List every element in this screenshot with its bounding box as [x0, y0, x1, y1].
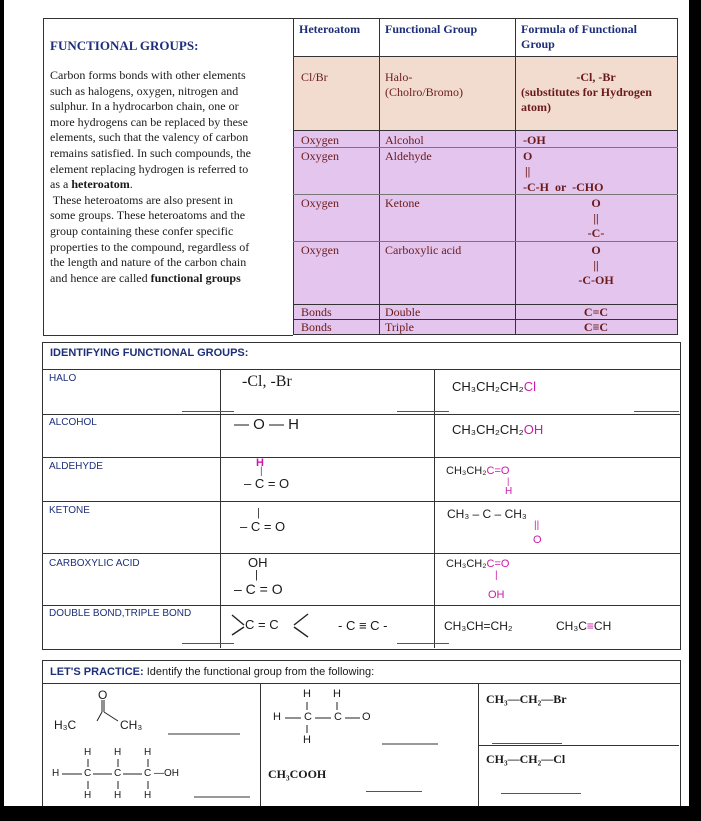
alcohol-heteroatom: Oxygen	[301, 133, 339, 147]
carboxylic-formula-o: O	[591, 243, 601, 257]
alcohol-group: Alcohol	[385, 133, 424, 147]
triple-bond-formula: C≡C	[583, 320, 609, 334]
q2-c1: C	[304, 711, 312, 723]
aldehyde-identify-formula: – C = O	[244, 476, 290, 491]
q4-h-bot2: H	[114, 790, 122, 801]
aldehyde-label: ALDEHYDE	[49, 461, 103, 472]
q4-h-top1: H	[84, 747, 92, 758]
q4-h-bot3: H	[144, 790, 152, 801]
practice-q5: CH₃COOH	[268, 767, 327, 781]
halo-label: HALO	[49, 373, 77, 384]
triple-bond-example: CH₃C≡CH	[556, 619, 612, 633]
ketone-example: CH₃ – C – CH₃	[447, 507, 527, 521]
q1-left: H₃C	[54, 718, 77, 732]
carboxylic-label: CARBOXYLIC ACID	[49, 558, 140, 569]
carboxylic-formula: -C-OH	[578, 273, 614, 287]
halo-formula-note: (substitutes for Hydrogen atom)	[521, 85, 652, 114]
halo-group: Halo- (Cholro/Bromo)	[385, 70, 463, 99]
q2-c2: C	[334, 711, 342, 723]
aldehyde-formula-bond: ||	[525, 164, 531, 178]
bottom-border	[43, 335, 293, 336]
carboxylic-identify-oh: OH	[248, 555, 268, 570]
ketone-label: KETONE	[49, 505, 90, 516]
practice-q4	[44, 746, 258, 804]
q4-oh: —OH	[154, 768, 179, 779]
q4-c1: C	[84, 768, 92, 779]
triple-bond-name: Triple	[385, 320, 414, 334]
halo-identify-formula: -Cl, -Br	[242, 373, 292, 390]
triple-bond-type: Bonds	[301, 320, 332, 334]
triple-bond-identify: - C ≡ C -	[338, 618, 388, 633]
identifying-section	[42, 342, 681, 650]
q1-o: O	[98, 688, 108, 702]
q2-h3: H	[273, 711, 281, 723]
header-formula: Formula of Functional Group	[521, 22, 637, 51]
carboxylic-example-oh: OH	[488, 589, 505, 601]
q4-h-top3: H	[144, 747, 152, 758]
q2-o: O	[362, 711, 371, 723]
carboxylic-example: CH₃CH₂C=O	[446, 558, 510, 570]
ketone-example-bond: ||	[534, 520, 540, 531]
ketone-heteroatom: Oxygen	[301, 196, 339, 210]
carboxylic-identify-formula: – C = O	[234, 581, 283, 597]
aldehyde-identify-h: H	[256, 457, 264, 469]
q1-right: CH₃	[120, 718, 143, 732]
functional-groups-table	[293, 18, 678, 335]
halo-example: CH₃CH₂CH₂Cl	[452, 379, 536, 394]
aldehyde-formula-o: O	[523, 149, 533, 163]
aldehyde-identify-bond: |	[260, 466, 263, 477]
top-border	[43, 18, 293, 19]
intro-paragraph: Carbon forms bonds with other elements such as halogens, oxygen, nitrogen and sulphur. In a hydrocarbon chain, one or more hydrogens can be replaced by these elements, such that the valency of carbon remains satisfied. In such compounds, the element replacing hydrogen is referred to as a heteroatom. These heteroatoms are also present in some groups. These heteroatoms and the group containing these confer specific properties to the compound, regardless of the length and nature of the carbon chain and hence are called functional groups	[50, 68, 251, 285]
carboxylic-group: Carboxylic acid	[385, 243, 462, 257]
practice-q6: CH₃—CH₂—Cl	[486, 752, 566, 766]
left-border	[43, 18, 44, 336]
aldehyde-example: CH₃CH₂C=O	[446, 465, 510, 477]
aldehyde-example-bond: |	[507, 476, 510, 486]
header-heteroatom: Heteroatom	[299, 22, 361, 36]
carboxylic-example-bond: |	[495, 570, 498, 581]
carboxylic-identify-bond: |	[255, 569, 258, 581]
halo-heteroatom: Cl/Br	[301, 70, 328, 84]
aldehyde-group: Aldehyde	[385, 149, 432, 163]
ketone-example-o: O	[533, 534, 542, 546]
aldehyde-heteroatom: Oxygen	[301, 149, 339, 163]
ketone-formula-o: O	[591, 196, 601, 210]
alcohol-formula: -OH	[523, 133, 546, 147]
double-bond-example: CH₃CH=CH₂	[444, 619, 513, 633]
q4-c3: C	[144, 768, 152, 779]
worksheet-page	[4, 0, 689, 806]
identifying-title: IDENTIFYING FUNCTIONAL GROUPS:	[50, 347, 249, 359]
practice-title: LET'S PRACTICE: Identify the functional group from the following:	[50, 666, 375, 678]
q2-h4: H	[303, 734, 311, 746]
q4-h-bot1: H	[84, 790, 92, 801]
alcohol-label: ALCOHOL	[49, 417, 97, 428]
aldehyde-formula: -C-H or -CHO	[523, 180, 604, 194]
practice-q2	[262, 684, 476, 746]
q2-h1: H	[303, 688, 311, 700]
carboxylic-heteroatom: Oxygen	[301, 243, 339, 257]
double-bond-formula: C=C	[583, 305, 609, 319]
double-bond-name: Double	[385, 305, 421, 319]
q4-h-left: H	[52, 768, 60, 779]
bonds-label: DOUBLE BOND,TRIPLE BOND	[49, 608, 192, 619]
double-bond-identify: C = C	[245, 617, 279, 632]
practice-q1	[44, 684, 258, 746]
ketone-identify-formula: – C = O	[240, 519, 286, 534]
aldehyde-example-h: H	[505, 486, 513, 497]
q2-h2: H	[333, 688, 341, 700]
q4-h-top2: H	[114, 747, 122, 758]
alcohol-identify-formula: — O — H	[234, 416, 300, 433]
ketone-formula-bond: ||	[593, 211, 599, 225]
ketone-formula: -C-	[587, 226, 605, 240]
double-bond-type: Bonds	[301, 305, 332, 319]
carboxylic-formula-bond: ||	[593, 258, 599, 272]
functional-groups-heading: FUNCTIONAL GROUPS:	[50, 38, 199, 53]
halo-formula: -Cl, -Br	[576, 70, 616, 84]
alcohol-example: CH₃CH₂CH₂OH	[452, 422, 544, 437]
q4-c2: C	[114, 768, 122, 779]
header-functional-group: Functional Group	[385, 22, 478, 36]
ketone-identify-bond: |	[257, 507, 260, 519]
practice-q3: CH₃—CH₂—Br	[486, 692, 567, 706]
ketone-group: Ketone	[385, 196, 420, 210]
